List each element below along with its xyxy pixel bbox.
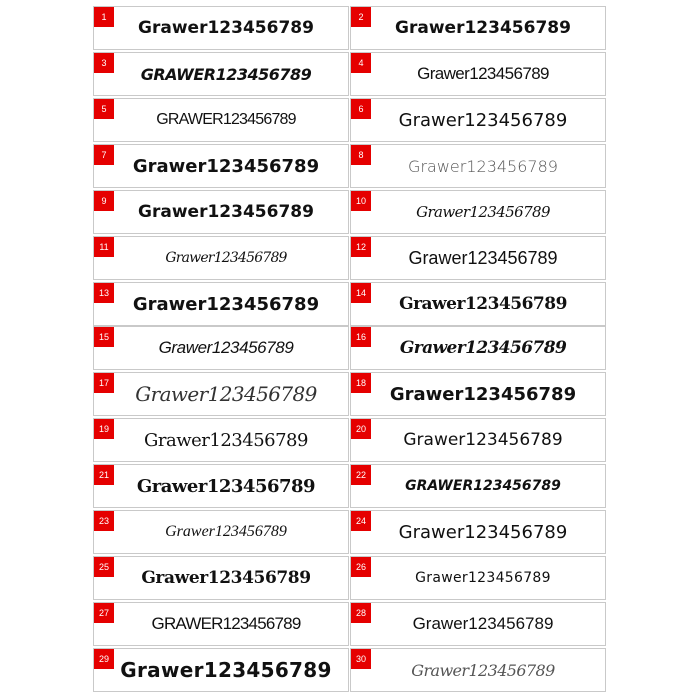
font-sample-card: [350, 6, 606, 50]
sample-text: Grawer123456789: [389, 383, 577, 405]
sample-number-badge: 21: [94, 465, 114, 485]
sample-text: Grawer123456789: [412, 614, 554, 633]
font-sample-card: [93, 556, 349, 600]
sample-text: Grawer123456789: [415, 570, 551, 586]
sample-text: GRAWER123456789: [405, 478, 561, 494]
sample-number-badge: 22: [351, 465, 371, 485]
sample-number-badge: 15: [94, 327, 114, 347]
font-sample-card: [350, 236, 606, 280]
sample-number-badge: 29: [94, 649, 114, 669]
sample-number-badge: 25: [94, 557, 114, 577]
sample-number-badge: 14: [351, 283, 371, 303]
sample-number-badge: 4: [351, 53, 371, 73]
sample-text: Grawer123456789: [138, 202, 314, 222]
sample-number-badge: 27: [94, 603, 114, 623]
sample-text: Grawer123456789: [417, 64, 549, 83]
font-sample-card: [350, 190, 606, 234]
sample-number-badge: 30: [351, 649, 371, 669]
sample-number-badge: 10: [351, 191, 371, 211]
font-sample-card: [350, 418, 606, 462]
font-sample-card: [350, 510, 606, 554]
sample-number-badge: 12: [351, 237, 371, 257]
font-sample-card: [350, 602, 606, 646]
sample-number-badge: 24: [351, 511, 371, 531]
font-sample-card: [93, 372, 349, 416]
sample-text: GRAWER123456789: [140, 64, 312, 84]
sample-number-badge: 8: [351, 145, 371, 165]
font-sample-card: [93, 464, 349, 508]
sample-number-badge: 18: [351, 373, 371, 393]
sample-number-badge: 28: [351, 603, 371, 623]
font-sample-card: [93, 236, 349, 280]
sample-number-badge: 16: [351, 327, 371, 347]
font-sample-card: [350, 556, 606, 600]
font-sample-card: [93, 326, 349, 370]
sample-text: Grawer123456789: [403, 430, 563, 450]
sample-number-badge: 9: [94, 191, 114, 211]
font-sample-card: [350, 52, 606, 96]
sample-text: Grawer123456789: [138, 18, 314, 38]
sample-number-badge: 6: [351, 99, 371, 119]
sample-text: Grawer123456789: [408, 247, 558, 268]
sample-number-badge: 26: [351, 557, 371, 577]
sample-text: GRAWER123456789: [151, 614, 301, 633]
sample-text: Grawer123456789: [398, 521, 568, 543]
font-sample-card: [350, 326, 606, 370]
font-sample-card: [93, 510, 349, 554]
sample-text: Grawer123456789: [411, 660, 555, 680]
sample-number-badge: 19: [94, 419, 114, 439]
sample-text: Grawer123456789: [135, 382, 317, 406]
sample-number-badge: 23: [94, 511, 114, 531]
sample-text: Grawer123456789: [120, 658, 332, 682]
sample-number-badge: 13: [94, 283, 114, 303]
sample-number-badge: 5: [94, 99, 114, 119]
sample-text: Grawer123456789: [158, 338, 294, 357]
font-sample-card: [350, 464, 606, 508]
sample-text: Grawer123456789: [395, 18, 571, 38]
font-sample-card: [93, 418, 349, 462]
sample-number-badge: 17: [94, 373, 114, 393]
sample-text: GRAWER123456789: [156, 111, 296, 128]
font-sample-card: [350, 144, 606, 188]
sample-text: Grawer123456789: [398, 109, 568, 131]
sample-number-badge: 2: [351, 7, 371, 27]
font-sample-card: [93, 6, 349, 50]
font-sample-card: [350, 648, 606, 692]
font-sample-card: [350, 282, 606, 326]
sample-text: Grawer123456789: [399, 338, 567, 358]
sample-text: Grawer123456789: [408, 156, 558, 176]
font-sample-card: [93, 190, 349, 234]
font-sample-card: [93, 144, 349, 188]
sample-text: Grawer123456789: [416, 203, 550, 221]
sample-text: Grawer123456789: [132, 293, 320, 315]
font-sample-card: [350, 98, 606, 142]
font-sample-card: [93, 282, 349, 326]
sample-text: Grawer123456789: [136, 475, 316, 497]
sample-number-badge: 11: [94, 237, 114, 257]
sample-number-badge: 20: [351, 419, 371, 439]
font-sample-card: [93, 98, 349, 142]
sample-text: Grawer123456789: [144, 429, 308, 451]
sample-number-badge: 3: [94, 53, 114, 73]
sample-text: Grawer123456789: [141, 568, 311, 588]
font-sample-card: [350, 372, 606, 416]
font-sample-card: [93, 602, 349, 646]
sample-text: Grawer123456789: [165, 523, 287, 540]
font-sample-card: [93, 52, 349, 96]
sample-text: Grawer123456789: [132, 155, 320, 177]
sample-number-badge: 1: [94, 7, 114, 27]
font-sample-card: [93, 648, 349, 692]
sample-text: Grawer123456789: [399, 294, 567, 314]
sample-number-badge: 7: [94, 145, 114, 165]
sample-text: Grawer123456789: [165, 250, 287, 266]
